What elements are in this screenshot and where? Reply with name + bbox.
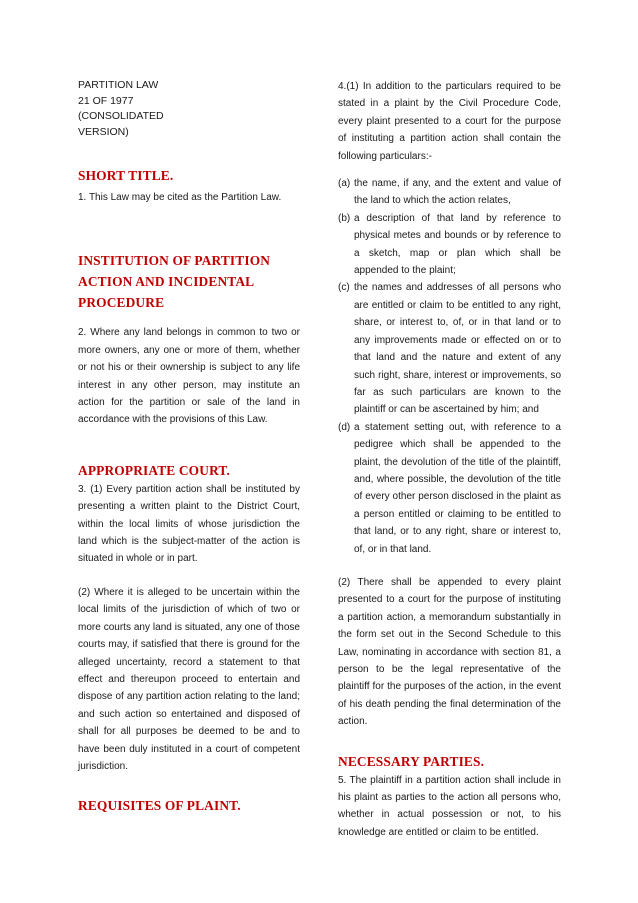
section-4-2-text: (2) There shall be appended to every plaint presented to a court for the purpose of instituting a partition action, a memorandum substantially in the form set out in the Second Schedule to this Law, nominating in accordance with section 81, a person to be the legal representative of the plaintiff for the purposes of the action, in the event of his death pending the final determination of the action.: [338, 576, 561, 728]
section-3-2-text: (2) Where it is alleged to be uncertain within the local limits of the jurisdiction of which of two or more courts any land is situated, any one of those courts may, if satisfied that there is ground for the alleged uncertainty, record a statement to that effect and thereupon proceed to entertain and dispose of any partition action relating to the land; and such action so entertained and disposed of shall for all purposes be deemed to be and to have been duly instituted in a court of competent jurisdiction.: [78, 586, 300, 772]
header-line: PARTITION LAW: [78, 79, 159, 91]
section-5-text: 5. The plaintiff in a partition action shall include in his plaint as parties to the action all persons who, whether in actual possession or not, to his knowledge are entitled or claim to be entitled.: [338, 774, 561, 838]
particulars-list: [338, 175, 561, 558]
heading-short-title: SHORT TITLE.: [78, 168, 174, 183]
item-text: the name, if any, and the extent and value of the land to which the action relates,: [354, 178, 561, 207]
header-line: (CONSOLIDATED: [78, 110, 164, 122]
list-item: [338, 210, 561, 280]
list-item: [338, 279, 561, 418]
item-text: a statement setting out, with reference to a pedigree which shall be appended to the plaint, the devolution of the title of the plaintiff, and, where possible, the devolution of the title of every other person disclosed in the plaint as a person entitled or claiming to be entitled to that land, or to any right, share or interest to, of, or in that land.: [354, 421, 561, 555]
heading-institution: [78, 250, 300, 313]
heading-requisites-of-plaint: REQUISITES OF PLAINT.: [78, 798, 241, 814]
item-label: (c): [338, 282, 350, 294]
item-text: a description of that land by reference to physical metes and bounds or by reference to a sketch, map or plan which shall be appended to the plaint;: [354, 212, 561, 277]
item-label: (d): [338, 421, 351, 433]
heading-line: ACTION AND INCIDENTAL: [78, 274, 255, 290]
item-label: (a): [338, 178, 351, 190]
right-column: [338, 78, 561, 841]
section-2-text: 2. Where any land belongs in common to two or more owners, any one or more of them, whether or not his or their ownership is subject to any life interest in any other person, may institute an action for the partition or sale of the land in accordance with the provisions of this Law.: [78, 327, 300, 426]
section-3-1-text: 3. (1) Every partition action shall be instituted by presenting a written plaint to the District Court, within the local limits of whose jurisdiction the land which is the subject-matter of the action is situated in whole or in part.: [78, 483, 300, 565]
list-item: [338, 419, 561, 558]
section-1-text: 1. This Law may be cited as the Partition Law.: [78, 192, 282, 203]
left-column: [78, 78, 300, 816]
heading-line: INSTITUTION OF PARTITION: [78, 253, 271, 269]
header-line: VERSION): [78, 125, 129, 138]
item-label: (b): [338, 212, 351, 224]
list-item: [338, 175, 561, 210]
document-header: [78, 78, 300, 140]
heading-necessary-parties: NECESSARY PARTIES.: [338, 753, 485, 769]
item-text: the names and addresses of all persons who are entitled or claim to be entitled to any right, share, or interest to, of, or in that land or to any improvements made or effected on or to that land and the nature and extent of any such right, share, interest or improvements, so far as such particulars are known to the plaintiff or can be ascertained by him; and: [354, 282, 561, 416]
section-4-intro: 4.(1) In addition to the particulars required to be stated in a plaint by the Civil Procedure Code, every plaint presented to a court for the purpose of instituting a partition action shall contain the following particulars:-: [338, 81, 561, 162]
heading-line: PROCEDURE: [78, 295, 165, 311]
header-line: 21 OF 1977: [78, 94, 134, 107]
heading-appropriate-court: APPROPRIATE COURT.: [78, 462, 231, 478]
